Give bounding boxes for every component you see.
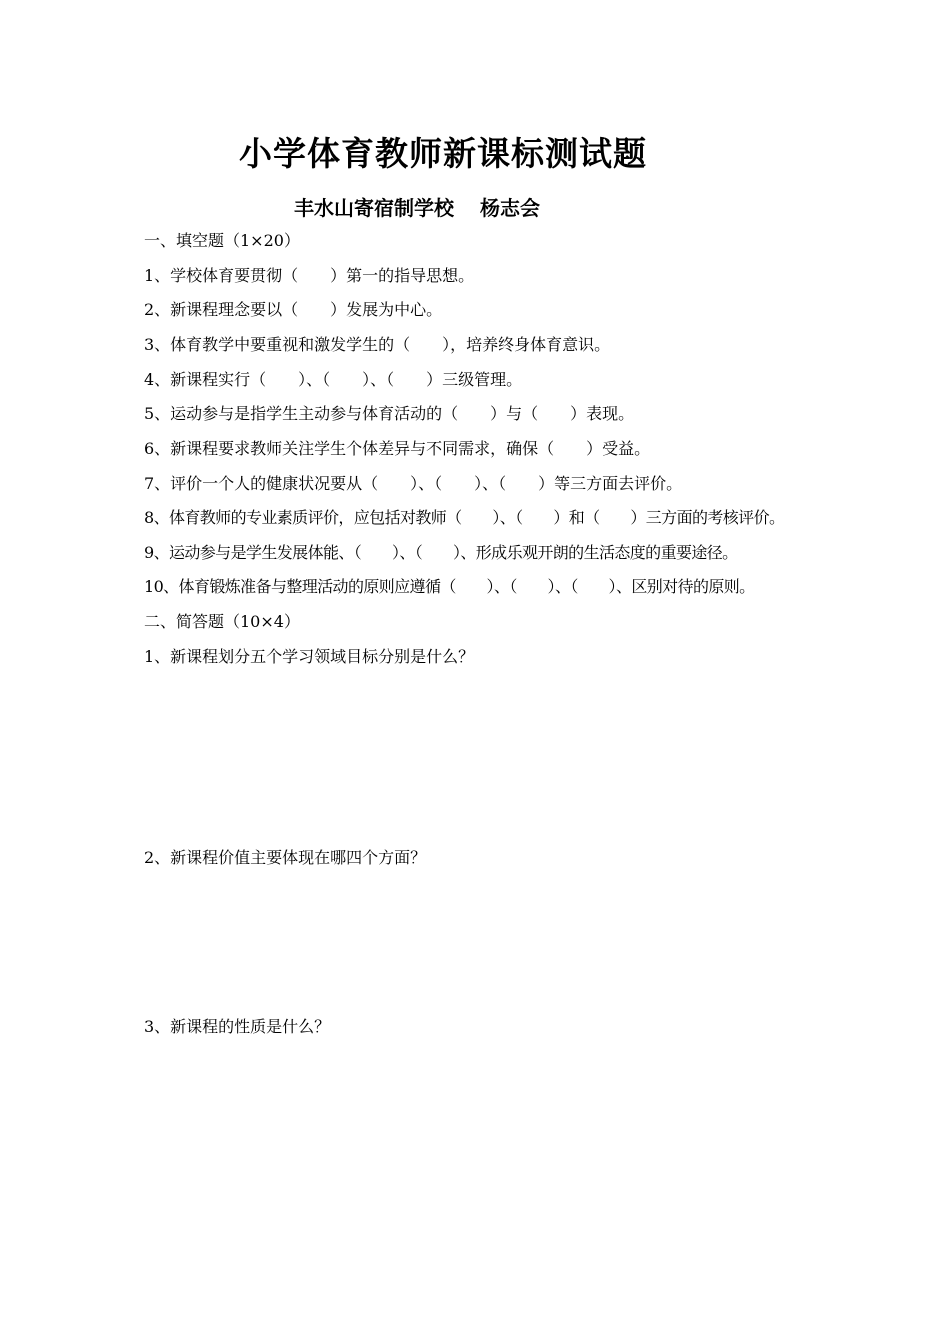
section-heading-short-answer: 二、简答题（10×4） [144,612,300,631]
fill-blank-question: 8、体育教师的专业素质评价，应包括对教师（ ）、（ ）和（ ）三方面的考核评价。 [144,508,785,527]
school-name: 丰水山寄宿制学校 [294,196,454,220]
fill-blank-question: 3、体育教学中要重视和激发学生的（ ），培养终身体育意识。 [144,335,611,354]
fill-blank-question: 9、运动参与是学生发展体能、（ ）、（ ）、形成乐观开朗的生活态度的重要途径。 [144,543,738,562]
author-name: 杨志会 [480,196,540,220]
section-heading-fill-blank: 一、填空题（1×20） [144,231,300,250]
fill-blank-question: 1、学校体育要贯彻（ ）第一的指导思想。 [144,266,475,285]
fill-blank-question: 5、运动参与是指学生主动参与体育活动的（ ）与（ ）表现。 [144,404,635,423]
fill-blank-question: 6、新课程要求教师关注学生个体差异与不同需求，确保（ ）受益。 [144,439,651,458]
short-answer-question: 2、新课程价值主要体现在哪四个方面？ [144,848,427,867]
fill-blank-question: 4、新课程实行（ ）、（ ）、（ ）三级管理。 [144,370,523,389]
short-answer-question: 1、新课程划分五个学习领域目标分别是什么？ [144,647,475,666]
fill-blank-question: 10、体育锻炼准备与整理活动的原则应遵循（ ）、（ ）、（ ）、区别对待的原则。 [144,577,755,596]
short-answer-question: 3、新课程的性质是什么？ [144,1017,331,1036]
fill-blank-question: 2、新课程理念要以（ ）发展为中心。 [144,300,443,319]
fill-blank-question: 7、评价一个人的健康状况要从（ ）、（ ）、（ ）等三方面去评价。 [144,474,683,493]
page-title: 小学体育教师新课标测试题 [239,134,647,173]
author-line [0,192,834,221]
